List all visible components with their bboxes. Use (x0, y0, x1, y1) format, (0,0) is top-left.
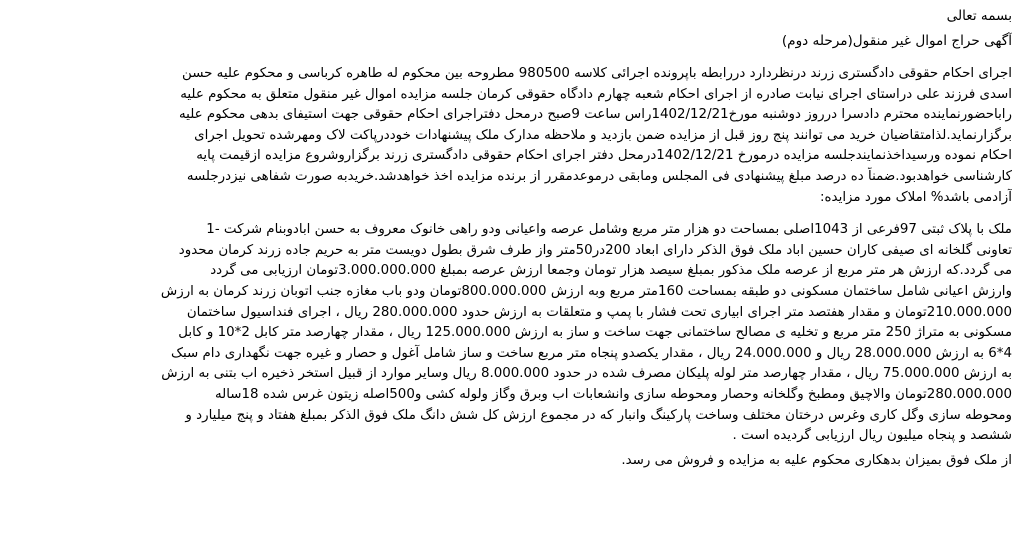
closing-statement: از ملک فوق بمیزان بدهکاری محکوم علیه به مزایده و فروش می رسد. (621, 452, 1012, 468)
paragraph-line: آزادمی باشد% املاک مورد مزایده: (820, 189, 1012, 205)
paragraph-line: مسکونی به متراژ 250 متر مربع و تخلیه ی مصالح ساختمانی جهت ساخت و ساز به ارزش 125.000.000 ریال ، مقدار چهارصد متر کابل 2*10 و کابل (178, 325, 1012, 341)
paragraph-line: می گردد.که ارزش هر متر مربع از عرصه ملک مذکور بمبلغ سیصد هزار تومان وجمعا ارزش عرصه بمبلغ 3.000.000.000تومان ارزیابی می گردد (210, 263, 1012, 279)
paragraph-line: اجرای احکام حقوقی دادگستری زرند درنظردارد دررابطه باپرونده اجرائی کلاسه 980500 مطروحه بین محکوم له طاهره کرباسی و محکوم علیه حسن (182, 66, 1012, 81)
paragraph-line: 4*6 به ارزش 28.000.000 ریال و 24.000.000 ریال ، مقدار یکصدو پنجاه متر مربع ساخت و ساز شامل آغول و حصار و غیره جهت نگهداری دام سبک (171, 345, 1012, 361)
paragraph-line: ملک با پلاک ثبتی 97فرعی از 1043اصلی بمساحت دو هزار متر مربع وشامل عرصه واعیانی ودو راهی خانوک معروف به حسن ابادوبنام شرکت -1 (206, 222, 1012, 238)
notice-title: آگهی حراج اموال غیر منقول(مرحله دوم) (781, 33, 1012, 49)
notice-paragraph-terms (14, 64, 1012, 208)
paragraph-line: ومحوطه سازی وگل کاری وغرس درختان مختلف وساخت پارکینگ وانبار که در مجموع ارزش کل شش دانگ ملک فوق الذکر بمبلغ هفتاد و پنج میلیارد و (185, 407, 1012, 423)
paragraph-line: تعاونی گلخانه ای صیفی کاران حسین اباد ملک فوق الذکر دارای ابعاد 200در50متر واز طرف شرق بطول دویست متر به حریم جاده زرند کرمان محدود (178, 242, 1012, 258)
paragraph-line: راباحضورنماینده محترم دادسرا درروز دوشنبه مورخ1402/12/21راس ساعت 9صبح درمحل دفتراجرای احکام حقوقی جهت استیفای بدهی محکوم علیه (179, 107, 1012, 123)
invocation-heading: بسمه تعالی (946, 8, 1012, 24)
paragraph-line: 210.000.000تومان و مقدار هفتصد متر اجرای ابیاری تحت فشار با پمپ و متعلقات به ارزش حدود 280.000.000 ریال ، اجرای فنداسیول ساختمان (186, 304, 1012, 320)
paragraph-line: اسدی فرزند علی دراستای اجرای نیابت صادره از اجرای احکام شعبه چهارم دادگاه حقوقی کرمان جلسه مزایده اموال غیر منقول متعلق به محکوم علیه (180, 86, 1012, 102)
paragraph-line: به ارزش 75.000.000 ریال ، مقدار چهارصد متر لوله پلیکان مصرف شده در حدود 8.000.000 ریال وسایر موارد از قبیل استخر ذخیره اب بتنی به ارزش (161, 366, 1012, 382)
notice-paragraph-property (14, 220, 1012, 447)
paragraph-line: ششصد و پنجاه میلیون ریال ارزیابی گردیده است . (732, 428, 1012, 444)
paragraph-line: برگزارنماید.لذامتقاضیان خرید می توانند پنج روز قبل از مزایده ضمن بازدید و ملاحظه مدارک ملک پیشنهادات خوددرپاکت لاک ومهرشده تحویل اجرای (194, 127, 1012, 143)
paragraph-line: 280.000.000تومان والاچیق ومطبخ وگلخانه وحصار ومحوطه سازی وانشعابات اب وبرق وگاز ولوله کشی و500اصله زیتون غرس شده 18ساله (214, 386, 1012, 402)
paragraph-line: وارزش اعیانی شامل ساختمان مسکونی دو طبقه بمساحت 160متر مربع وبه ارزش 800.000.000تومان ودو باب مغازه جنب اتوبان زرند کرمان به ارزش (160, 283, 1012, 299)
paragraph-line: کارشناسی خواهدبود.ضمناً ده درصد مبلغ پیشنهادی فی المجلس ومابقی درموعدمقرر از برنده مزایده اخذ خواهدشد.خریدبه صورت شفاهی نیزدرجلسه (186, 168, 1012, 184)
paragraph-line: احکام نموده ورسیداخذنمایندجلسه مزایده درمورخ 1402/12/21درمحل دفتر اجرای احکام حقوقی دادگستری زرند برگزاروشروع مزایده ازقیمت پایه (196, 148, 1012, 164)
